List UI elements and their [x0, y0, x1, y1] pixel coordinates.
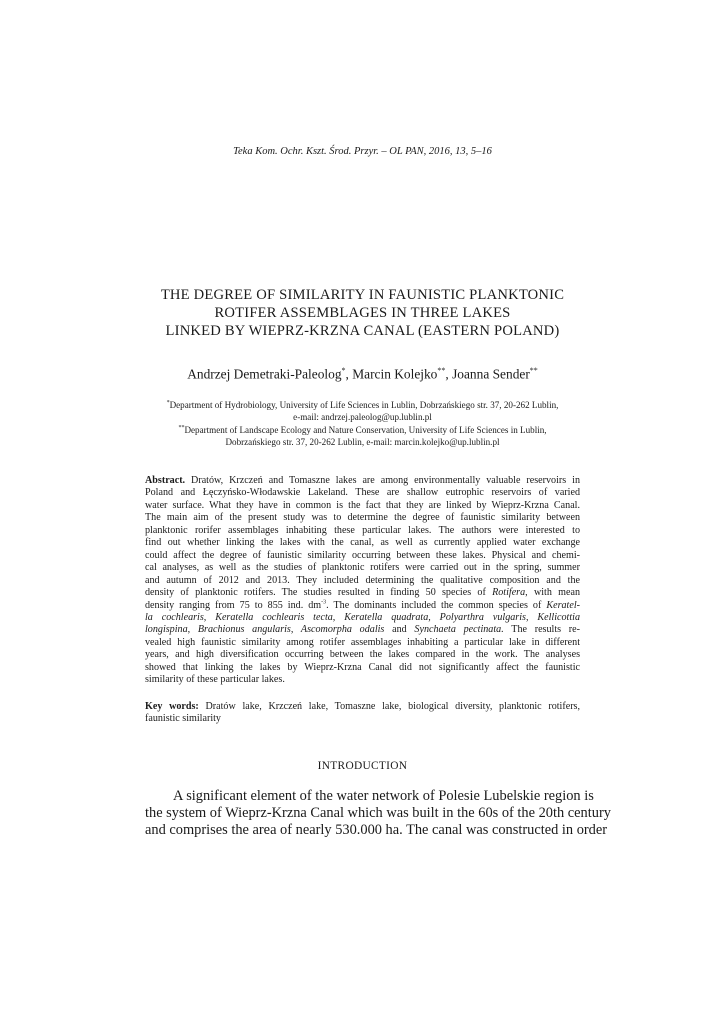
- abstract-text: and: [392, 624, 407, 636]
- taxon-name: Rotifera: [492, 587, 526, 599]
- abstract-text: density ranging from 75 to 855 ind. dm: [145, 599, 322, 611]
- abstract: [145, 475, 580, 687]
- paragraph-line: the system of Wieprz-Krzna Canal which was built in the 60s of the 20th century: [145, 805, 611, 822]
- abstract-line: showed that linking the lakes by Wieprz-Krzna Canal did not significantly affect the faunistic: [145, 661, 580, 673]
- author-name: Marcin Kolejko: [352, 366, 438, 382]
- affiliations: [0, 398, 725, 448]
- abstract-line: similarity of these particular lakes.: [145, 674, 285, 686]
- abstract-line: The main aim of the present study was to determine the degree of faunistic similarity between: [145, 512, 580, 524]
- taxon-name: longispina, Brachionus angularis, Ascomorpha odalis: [145, 624, 385, 636]
- abstract-line: could affect the degree of faunistic similarity occurring between these lakes. Physical and chemi-: [145, 549, 580, 561]
- title-line: LINKED BY WIEPRZ-KRZNA CANAL (EASTERN POLAND): [165, 323, 560, 339]
- affiliation-mark: **: [178, 425, 185, 432]
- abstract-line: cal analyses, as well as the studies of planktonic rotifers were carried out in the spring, summer: [145, 562, 580, 574]
- section-heading: INTRODUCTION: [317, 760, 408, 772]
- abstract-line: [145, 612, 580, 624]
- affiliation-line: [0, 398, 725, 412]
- abstract-text: density of planktonic rotifers. The studies resulted in finding 50 species of: [145, 587, 486, 599]
- keywords-line: [145, 701, 580, 713]
- paragraph-line: and comprises the area of nearly 530.000 ha. The canal was constructed in order: [145, 822, 608, 839]
- affiliation-line: Dobrzańskiego str. 37, 20-262 Lublin, e-mail: marcin.kolejko@up.lublin.pl: [225, 436, 500, 447]
- title-line: ROTIFER ASSEMBLAGES IN THREE LAKES: [214, 305, 511, 321]
- affiliation-mark: *: [166, 400, 170, 406]
- abstract-line: [145, 624, 580, 636]
- abstract-text: . The dominants included the common species of: [326, 599, 542, 611]
- affiliation-text: Department of Hydrobiology, University of Life Sciences in Lublin, Dobrzańskiego str. 37, 20-262 Lublin,: [169, 400, 559, 411]
- abstract-line: [145, 475, 580, 487]
- affiliation-mark: **: [437, 366, 446, 375]
- affiliation-line: e-mail: andrzej.paleolog@up.lublin.pl: [293, 411, 432, 422]
- keywords-label: Key words:: [145, 701, 199, 712]
- affiliation-line: [0, 423, 725, 437]
- author-list: [0, 366, 725, 382]
- paper-title: [100, 286, 625, 340]
- abstract-line: years, and high diversification occurring between the lakes compared in the work. The analyses: [145, 649, 580, 661]
- abstract-line: Poland and Łęczyńsko-Włodawskie Lakeland. These are shallow eutrophic reservoirs of varied: [145, 487, 580, 499]
- abstract-line: vealed high faunistic similarity among rotifer assemblages inhabiting a particular lake in different: [145, 636, 580, 648]
- taxon-name: la cochlearis, Keratella cochlearis tecta, Keratella quadrata, Polyarthra vulgaris, Kellicottia: [145, 611, 580, 623]
- taxon-name: Keratel-: [546, 599, 580, 611]
- abstract-line: water surface. What they have in common is the fact that they are linked by Wieprz-Krzna Canal.: [145, 499, 580, 511]
- affiliation-text: Department of Landscape Ecology and Nature Conservation, University of Life Sciences in Lublin,: [184, 425, 547, 436]
- abstract-line: planktonic rorifer assemblages inhabiting these particular lakes. The authors were interested to: [145, 524, 580, 536]
- keywords-line: faunistic similarity: [145, 713, 221, 725]
- author-name: Joanna Sender: [452, 366, 530, 382]
- affiliation-mark: *: [341, 366, 346, 375]
- abstract-line: [145, 587, 580, 599]
- abstract-line: [145, 600, 580, 612]
- keywords-text: Dratów lake, Krzczeń lake, Tomaszne lake, biological diversity, planktonic rotifers,: [205, 701, 581, 712]
- abstract-line: find out whether linking the lakes with the canal, as well as currently applied water exchange: [145, 537, 580, 549]
- journal-citation: Teka Kom. Ochr. Kszt. Środ. Przyr. – OL PAN, 2016, 13, 5–16: [233, 146, 492, 157]
- paragraph-line: A significant element of the water network of Polesie Lubelskie region is: [173, 788, 594, 804]
- abstract-text: The results re-: [511, 624, 580, 636]
- abstract-text: Dratów, Krzczeń and Tomaszne lakes are among environmentally valuable reservoirs in: [191, 475, 580, 486]
- taxon-name: Synchaeta pectinata.: [414, 624, 504, 636]
- author-separator: ,: [345, 366, 353, 382]
- intro-paragraph: [145, 788, 611, 840]
- title-line: THE DEGREE OF SIMILARITY IN FAUNISTIC PLANKTONIC: [160, 287, 565, 303]
- abstract-line: and autumn of 2012 and 2013. They included determining the qualitative composition and the: [145, 574, 580, 586]
- author-name: Andrzej Demetraki-Paleolog: [187, 366, 342, 382]
- abstract-label: Abstract.: [145, 475, 186, 486]
- affiliation-mark: **: [529, 366, 538, 375]
- keywords: [145, 701, 580, 726]
- author-separator: ,: [445, 366, 453, 382]
- abstract-text: , with mean: [525, 587, 581, 599]
- unit-exponent: -3: [321, 599, 327, 606]
